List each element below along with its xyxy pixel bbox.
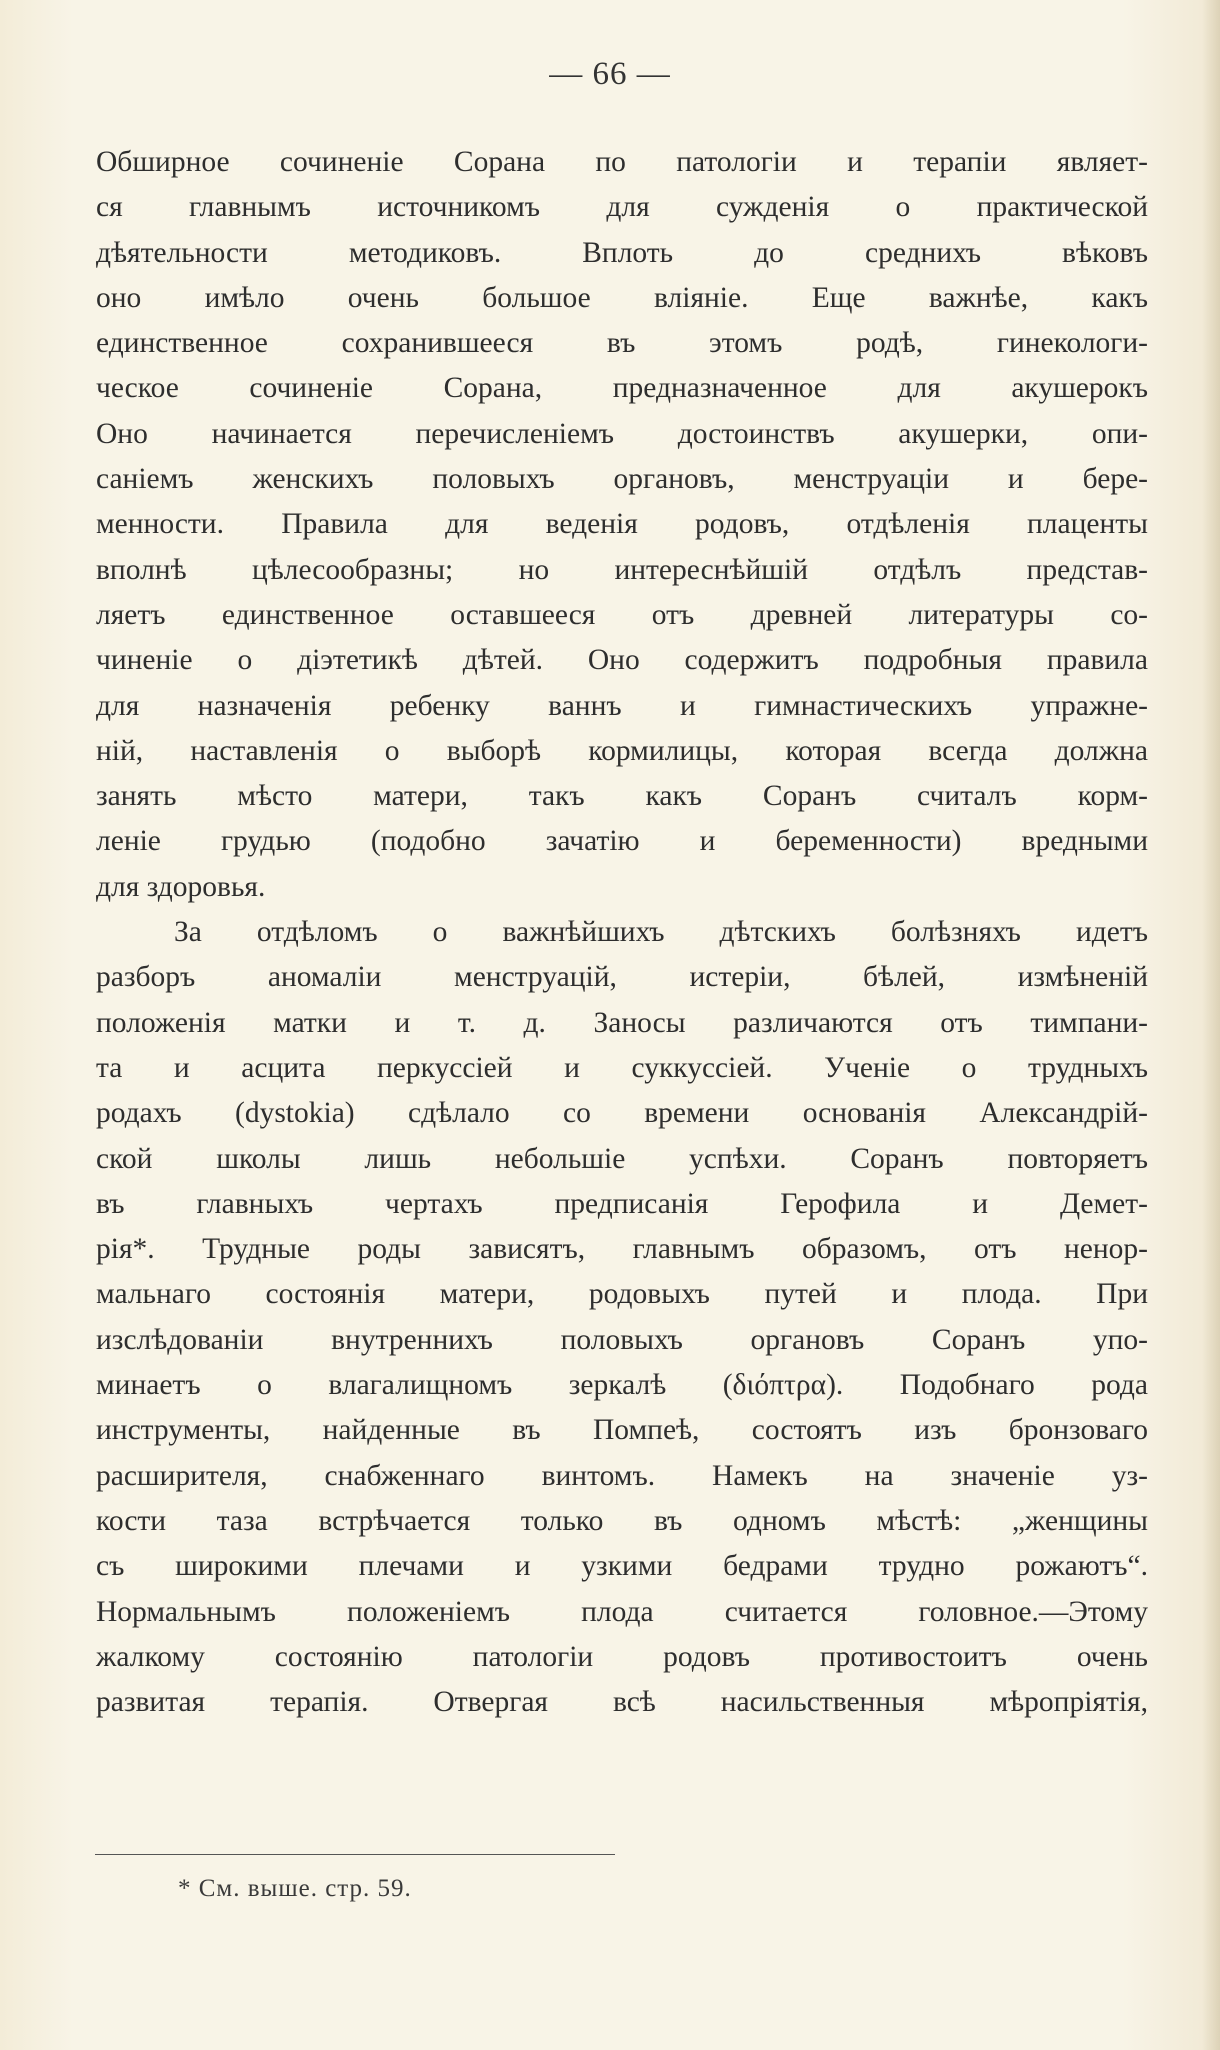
footnote: * См. выше. стр. 59. xyxy=(178,1875,412,1902)
text-line: расширителя, снабженнаго винтомъ. Намекъ на значеніе уз- xyxy=(96,1459,1148,1492)
paragraph xyxy=(96,910,1148,1725)
text-line: положенія матки и т. д. Заносы различаются отъ тимпани- xyxy=(96,1006,1148,1039)
text-line: изслѣдованіи внутреннихъ половыхъ органовъ Соранъ упо- xyxy=(96,1323,1148,1356)
page-number: — 66 — xyxy=(549,56,671,92)
text-line: рія*. Трудные роды зависятъ, главнымъ образомъ, отъ ненор- xyxy=(96,1233,1148,1266)
text-line: ній, наставленія о выборѣ кормилицы, которая всегда должна xyxy=(96,734,1148,767)
text-line: ской школы лишь небольшіе успѣхи. Соранъ повторяетъ xyxy=(96,1142,1148,1175)
text-line: мальнаго состоянія матери, родовыхъ путей и плода. При xyxy=(96,1278,1148,1311)
text-line: Нормальнымъ положеніемъ плода считается головное.—Этому xyxy=(96,1595,1148,1628)
text-line: За отдѣломъ о важнѣйшихъ дѣтскихъ болѣзняхъ идетъ xyxy=(174,916,1148,949)
text-line: занять мѣсто матери, такъ какъ Соранъ считалъ корм- xyxy=(96,780,1148,813)
text-line: ся главнымъ источникомъ для сужденія о практической xyxy=(96,191,1148,224)
text-line: инструменты, найденные въ Помпеѣ, состоятъ изъ бронзоваго xyxy=(96,1414,1148,1447)
text-line: въ главныхъ чертахъ предписанія Герофила и Демет- xyxy=(96,1187,1148,1220)
text-line: разборъ аномаліи менструацій, истеріи, бѣлей, измѣненій xyxy=(96,961,1148,994)
text-line: кости таза встрѣчается только въ одномъ мѣстѣ: „женщины xyxy=(96,1504,1148,1537)
text-line: вполнѣ цѣлесообразны; но интереснѣйшій отдѣлъ представ- xyxy=(96,553,1148,586)
text-line: саніемъ женскихъ половыхъ органовъ, менструаціи и бере- xyxy=(96,463,1148,496)
page-binding-edge xyxy=(1202,0,1220,2050)
text-line: леніе грудью (подобно зачатію и беременности) вредными xyxy=(96,825,1148,858)
text-line: для здоровья. xyxy=(96,870,266,903)
text-line: оно имѣло очень большое вліяніе. Еще важнѣе, какъ xyxy=(96,281,1148,314)
text-line: та и асцита перкуссіей и суккуссіей. Ученіе о трудныхъ xyxy=(96,1051,1148,1084)
text-line: менности. Правила для веденія родовъ, отдѣленія плаценты xyxy=(96,508,1148,541)
text-line: Обширное сочиненіе Сорана по патологіи и терапіи являет- xyxy=(96,146,1148,178)
text-line: ляетъ единственное оставшееся отъ древней литературы со- xyxy=(96,598,1148,631)
text-line: съ широкими плечами и узкими бедрами трудно рожаютъ“. xyxy=(96,1550,1148,1583)
text-line: минаетъ о влагалищномъ зеркалѣ (διόπτρα). Подобнаго рода xyxy=(96,1369,1148,1402)
text-line: жалкому состоянію патологіи родовъ противостоитъ очень xyxy=(96,1640,1148,1673)
text-line: для назначенія ребенку ваннъ и гимнастическихъ упражне- xyxy=(96,689,1148,722)
text-line: единственное сохранившееся въ этомъ родѣ, гинекологи- xyxy=(96,327,1148,360)
text-line: дѣятельности методиковъ. Вплоть до среднихъ вѣковъ xyxy=(96,236,1148,269)
body-text xyxy=(96,140,1148,1725)
text-line: развитая терапія. Отвергая всѣ насильственныя мѣропріятія, xyxy=(96,1686,1148,1719)
text-line: ческое сочиненіе Сорана, предназначенное для акушерокъ xyxy=(96,372,1148,405)
paragraph xyxy=(96,140,1148,910)
text-line: Оно начинается перечисленіемъ достоинствъ акушерки, опи- xyxy=(96,417,1148,450)
text-line: родахъ (dystokia) сдѣлало со времени основанія Александрій- xyxy=(96,1097,1148,1130)
text-line: чиненіе о діэтетикѣ дѣтей. Оно содержитъ подробныя правила xyxy=(96,644,1148,677)
footnote-divider xyxy=(95,1854,615,1855)
